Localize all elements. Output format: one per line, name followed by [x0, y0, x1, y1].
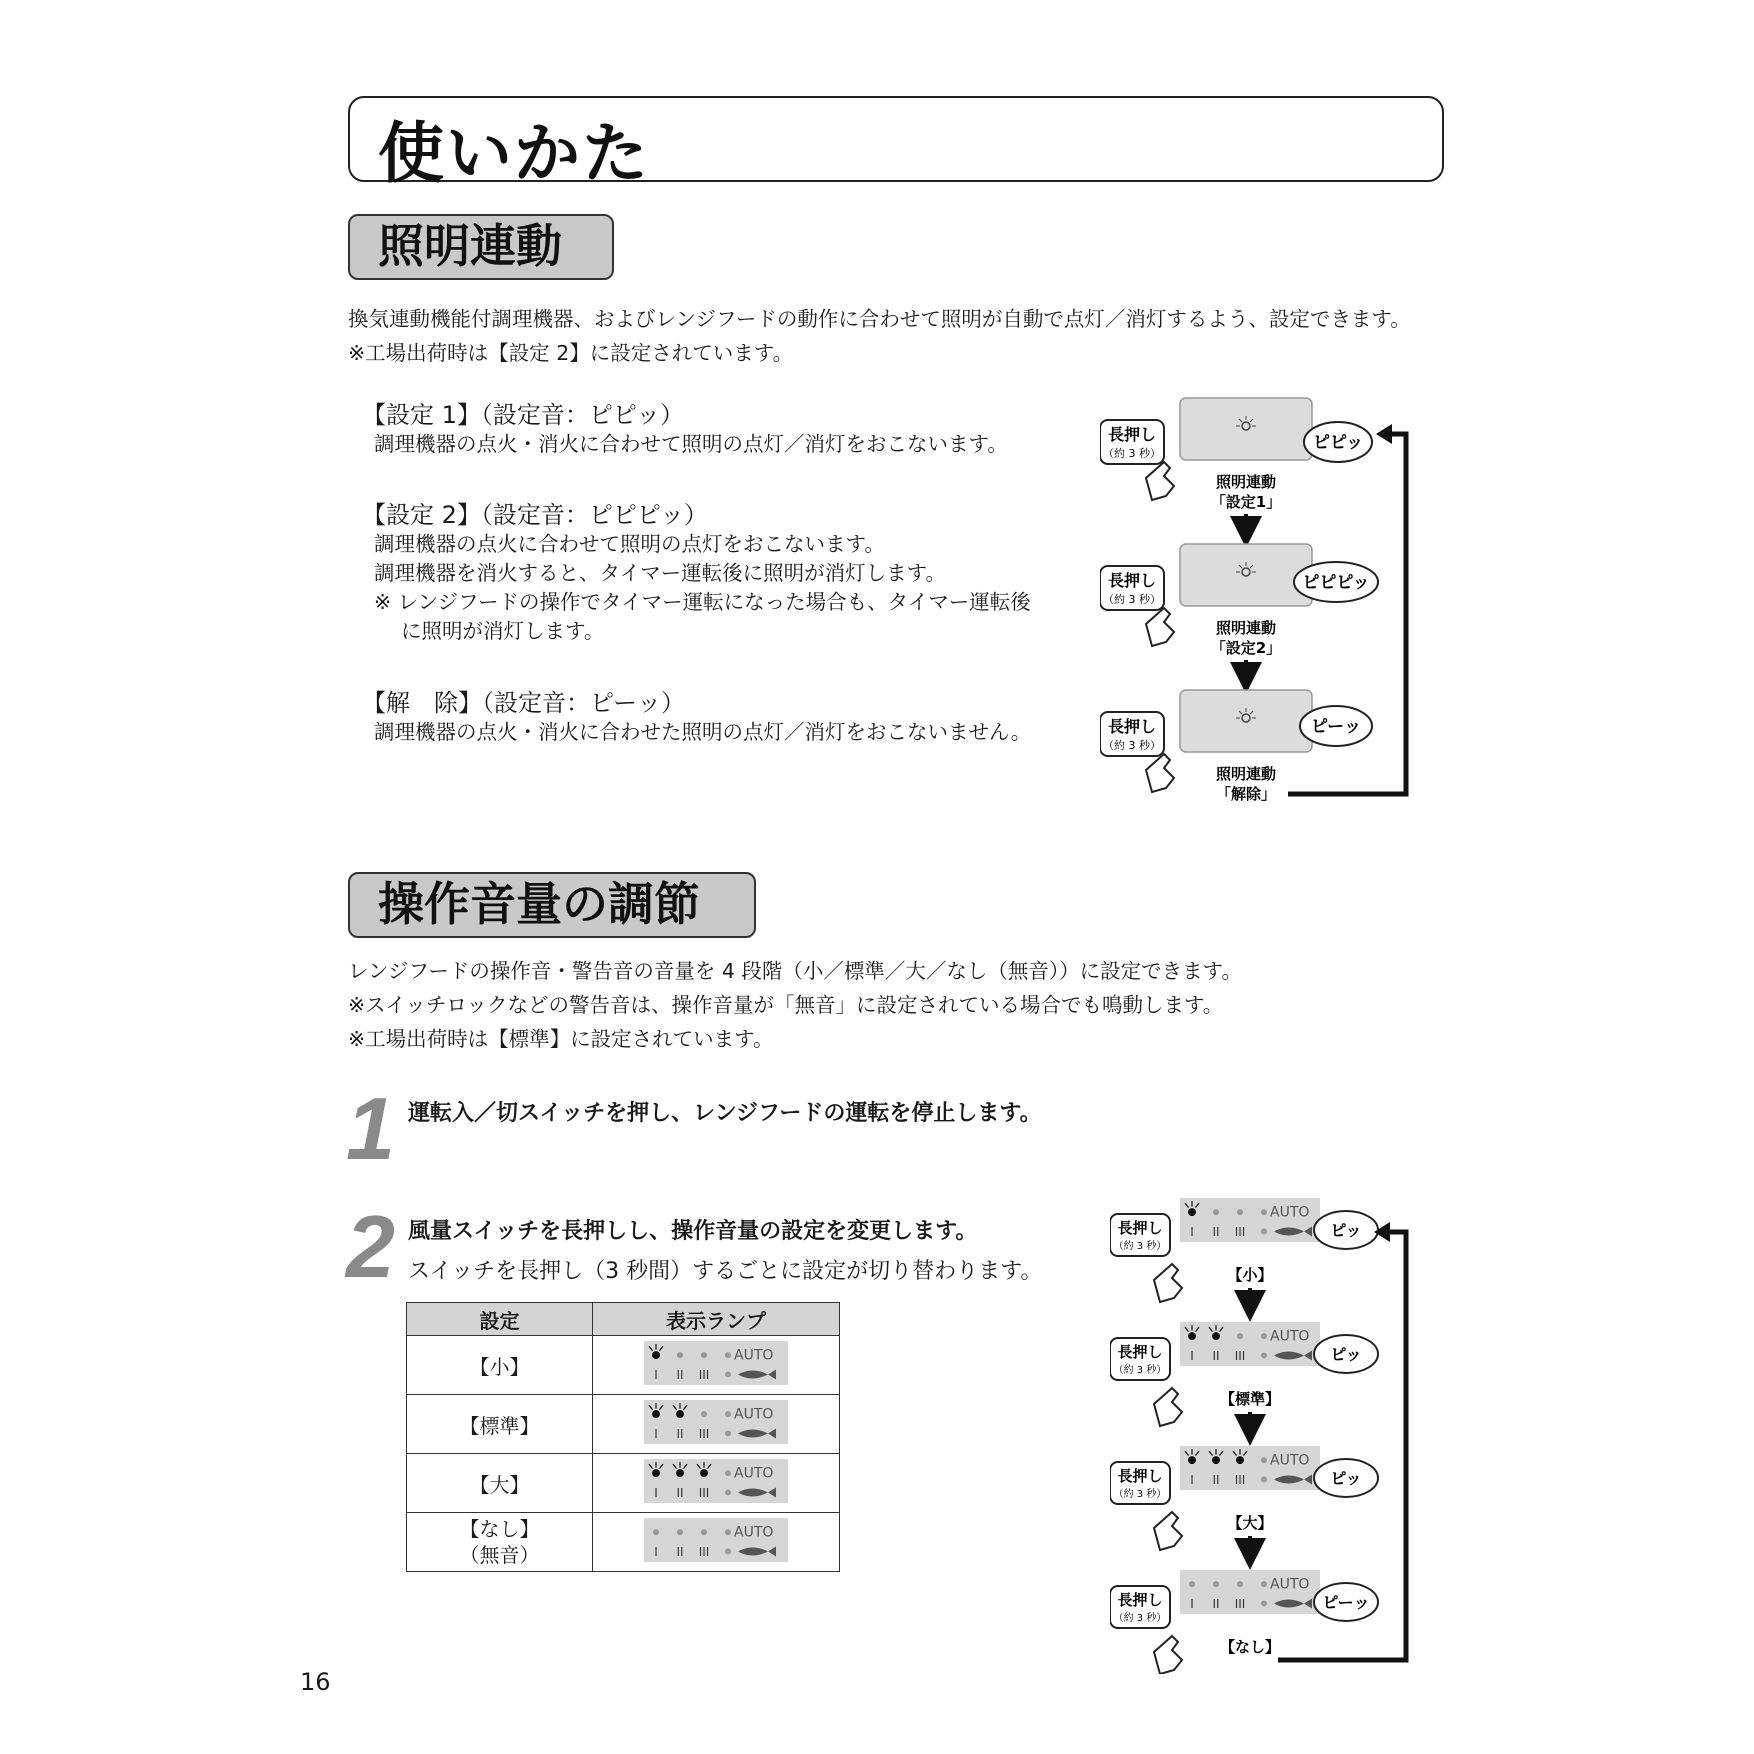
volume-step	[1110, 1198, 1378, 1306]
lamp-off-icon	[677, 1529, 683, 1535]
level-label: III	[1234, 1348, 1246, 1363]
lamp-off-icon	[1237, 1333, 1243, 1339]
panel	[1180, 544, 1312, 606]
level-label: I	[654, 1485, 658, 1500]
level-label: I	[1190, 1596, 1194, 1611]
lighting-diagram	[1100, 390, 1420, 810]
lamp-on-icon	[700, 1469, 708, 1477]
panel	[1180, 690, 1312, 752]
lamp-off-icon	[1261, 1476, 1267, 1482]
level-label: II	[676, 1544, 684, 1559]
lamp-off-icon	[1261, 1457, 1267, 1463]
lamp-off-icon	[725, 1470, 731, 1476]
level-label: I	[1190, 1348, 1194, 1363]
hand-icon	[1154, 1388, 1182, 1426]
sound-label: ピッ	[1330, 1221, 1362, 1240]
lamp-off-icon	[725, 1352, 731, 1358]
press-sub: （約 3 秒）	[1103, 739, 1161, 752]
setting-2-desc: 調理機器を消火すると、タイマー運転後に照明が消灯します。	[374, 561, 946, 585]
lamp-on-icon	[676, 1410, 684, 1418]
lamp-on-icon	[652, 1351, 660, 1359]
lamp-display	[593, 1513, 840, 1572]
lamp-off-icon	[701, 1529, 707, 1535]
lamp-off-icon	[701, 1352, 707, 1358]
press-sub: （約 3 秒）	[1113, 1365, 1167, 1376]
sound-label: ピーッ	[1322, 1593, 1370, 1612]
level-label: III	[698, 1544, 710, 1559]
intro-note: ※スイッチロックなどの警告音は、操作音量が「無音」に設定されている場合でも鳴動します。	[348, 993, 1224, 1017]
level-label: I	[654, 1367, 658, 1382]
row-label: 【標準】	[407, 1395, 593, 1454]
table-row	[407, 1395, 840, 1454]
setting-2-heading: 【設定 2】（設定音：ピピピッ）	[362, 501, 708, 529]
lamp-off-icon	[1237, 1581, 1243, 1587]
step-1-number: 1	[346, 1079, 395, 1178]
hand-icon	[1154, 1636, 1182, 1674]
page-title: 使いかた	[378, 115, 650, 192]
row-label: 【小】	[407, 1336, 593, 1395]
step-caption: 「解除」	[1215, 785, 1277, 803]
table-row	[407, 1336, 840, 1395]
panel	[1180, 398, 1312, 460]
step-caption: 照明連動	[1215, 619, 1277, 637]
volume-table	[406, 1302, 840, 1572]
level-label: III	[698, 1367, 710, 1382]
volume-diagram	[1110, 1194, 1420, 1674]
level-label: II	[1212, 1472, 1220, 1487]
lamp-on-icon	[1188, 1332, 1196, 1340]
volume-step	[1110, 1322, 1378, 1430]
level-label: II	[1212, 1224, 1220, 1239]
lamp-off-icon	[1189, 1581, 1195, 1587]
lamp-off-icon	[1261, 1333, 1267, 1339]
level-label: II	[676, 1367, 684, 1382]
section2-intro	[348, 954, 1242, 1056]
sound-label: ピピピッ	[1302, 573, 1370, 593]
page-number: 16	[300, 1668, 331, 1696]
sound-label: ピッ	[1330, 1345, 1362, 1364]
lamp-off-icon	[725, 1371, 731, 1377]
press-label: 長押し	[1107, 717, 1157, 736]
setting-release-block	[362, 688, 1031, 747]
lamp-display	[593, 1395, 840, 1454]
lighting-step-1	[1100, 398, 1372, 532]
press-sub: （約 3 秒）	[1113, 1241, 1167, 1252]
lamp-off-icon	[653, 1529, 659, 1535]
intro-line: レンジフードの操作音・警告音の音量を 4 段階（小／標準／大／なし（無音））に設定できます。	[348, 959, 1243, 983]
setting-2-block	[362, 500, 1031, 646]
table-header-row	[407, 1303, 840, 1336]
setting-release-desc: 調理機器の点火・消火に合わせた照明の点灯／消灯をおこないません。	[374, 720, 1032, 744]
auto-label: AUTO	[1270, 1452, 1310, 1469]
step-caption: 「設定1」	[1210, 493, 1282, 511]
section-heading-volume: 操作音量の調節	[348, 872, 756, 938]
lamp-off-icon	[1237, 1209, 1243, 1215]
press-label: 長押し	[1117, 1219, 1163, 1237]
lamp-on-icon	[676, 1469, 684, 1477]
press-label: 長押し	[1107, 571, 1157, 590]
setting-2-note: ※ レンジフードの操作でタイマー運転になった場合も、タイマー運転後	[374, 590, 1031, 614]
press-label: 長押し	[1107, 425, 1157, 444]
press-sub: （約 3 秒）	[1103, 447, 1161, 460]
lamp-off-icon	[1261, 1352, 1267, 1358]
level-label: I	[654, 1544, 658, 1559]
step-caption: 照明連動	[1215, 765, 1277, 783]
setting-release-heading: 【解 除】（設定音：ピーッ）	[362, 689, 686, 717]
sound-label: ピピッ	[1312, 433, 1364, 453]
auto-label: AUTO	[1270, 1328, 1310, 1345]
hand-icon	[1146, 754, 1174, 792]
press-label: 長押し	[1117, 1467, 1163, 1485]
step-caption: 【小】	[1227, 1266, 1273, 1284]
lamp-off-icon	[1261, 1600, 1267, 1606]
level-label: I	[654, 1426, 658, 1441]
hand-icon	[1154, 1512, 1182, 1550]
row-label: 【なし】 （無音）	[407, 1513, 593, 1572]
press-sub: （約 3 秒）	[1103, 593, 1161, 606]
intro-line: 換気連動機能付調理機器、およびレンジフードの動作に合わせて照明が自動で点灯／消灯するよう、設定できます。	[348, 307, 1411, 331]
step-2-number: 2	[346, 1197, 395, 1296]
level-label: I	[1190, 1224, 1194, 1239]
auto-label: AUTO	[734, 1523, 774, 1540]
step-caption: 【標準】	[1219, 1390, 1281, 1408]
lamp-off-icon	[1213, 1209, 1219, 1215]
level-label: II	[676, 1485, 684, 1500]
section1-intro	[348, 302, 1411, 370]
level-label: III	[1234, 1472, 1246, 1487]
level-label: II	[1212, 1348, 1220, 1363]
setting-2-note: に照明が消灯します。	[374, 619, 605, 643]
hand-icon	[1154, 1264, 1182, 1302]
lamp-off-icon	[725, 1411, 731, 1417]
lighting-step-2	[1100, 544, 1378, 678]
lamp-on-icon	[652, 1469, 660, 1477]
sound-label: ピッ	[1330, 1469, 1362, 1488]
hand-icon	[1146, 608, 1174, 646]
level-label: III	[1234, 1596, 1246, 1611]
lamp-display	[593, 1454, 840, 1513]
lamp-off-icon	[677, 1352, 683, 1358]
lamp-off-icon	[1261, 1228, 1267, 1234]
intro-note: ※工場出荷時は【設定 2】に設定されています。	[348, 341, 794, 365]
step-caption: 照明連動	[1215, 473, 1277, 491]
auto-label: AUTO	[734, 1464, 774, 1481]
step-caption: 【大】	[1227, 1514, 1273, 1532]
step-2-text: 風量スイッチを長押しし、操作音量の設定を変更します。	[408, 1219, 978, 1244]
auto-label: AUTO	[734, 1405, 774, 1422]
level-label: III	[1234, 1224, 1246, 1239]
setting-1-block	[362, 400, 1008, 459]
sound-label: ピーッ	[1310, 717, 1362, 737]
step-2-subtext: スイッチを長押し（3 秒間）するごとに設定が切り替わります。	[408, 1259, 1043, 1284]
lamp-on-icon	[1236, 1456, 1244, 1464]
lamp-display	[593, 1336, 840, 1395]
lamp-off-icon	[725, 1548, 731, 1554]
press-label: 長押し	[1117, 1591, 1163, 1609]
step-1-text: 運転入／切スイッチを押し、レンジフードの運転を停止します。	[408, 1101, 1042, 1126]
col-header-setting: 設定	[407, 1303, 593, 1336]
level-label: I	[1190, 1472, 1194, 1487]
lamp-on-icon	[1188, 1208, 1196, 1216]
setting-1-desc: 調理機器の点火・消火に合わせて照明の点灯／消灯をおこないます。	[374, 432, 1008, 456]
loop-arrow-head	[1376, 424, 1392, 444]
row-label: 【大】	[407, 1454, 593, 1513]
hand-icon	[1146, 462, 1174, 500]
lamp-off-icon	[725, 1489, 731, 1495]
step-caption: 「設定2」	[1210, 639, 1282, 657]
level-label: III	[698, 1426, 710, 1441]
step-caption: 【なし】	[1219, 1638, 1281, 1656]
col-header-lamp: 表示ランプ	[593, 1303, 840, 1336]
setting-1-heading: 【設定 1】（設定音：ピピッ）	[362, 401, 684, 429]
lamp-on-icon	[652, 1410, 660, 1418]
lamp-off-icon	[725, 1430, 731, 1436]
intro-note: ※工場出荷時は【標準】に設定されています。	[348, 1027, 774, 1051]
press-sub: （約 3 秒）	[1113, 1489, 1167, 1500]
auto-label: AUTO	[734, 1346, 774, 1363]
lamp-off-icon	[1213, 1581, 1219, 1587]
lamp-on-icon	[1212, 1332, 1220, 1340]
table-row	[407, 1454, 840, 1513]
lamp-on-icon	[1188, 1456, 1196, 1464]
lighting-step-3	[1100, 690, 1372, 803]
press-label: 長押し	[1117, 1343, 1163, 1361]
level-label: II	[1212, 1596, 1220, 1611]
setting-2-desc: 調理機器の点火に合わせて照明の点灯をおこないます。	[374, 532, 885, 556]
section-heading-lighting: 照明連動	[348, 214, 614, 280]
lamp-on-icon	[1212, 1456, 1220, 1464]
lamp-off-icon	[1261, 1209, 1267, 1215]
press-sub: （約 3 秒）	[1113, 1613, 1167, 1624]
level-label: III	[698, 1485, 710, 1500]
auto-label: AUTO	[1270, 1576, 1310, 1593]
lamp-off-icon	[1261, 1581, 1267, 1587]
auto-label: AUTO	[1270, 1204, 1310, 1221]
lamp-off-icon	[701, 1411, 707, 1417]
volume-step	[1110, 1446, 1378, 1554]
lamp-off-icon	[725, 1529, 731, 1535]
table-row	[407, 1513, 840, 1572]
level-label: II	[676, 1426, 684, 1441]
